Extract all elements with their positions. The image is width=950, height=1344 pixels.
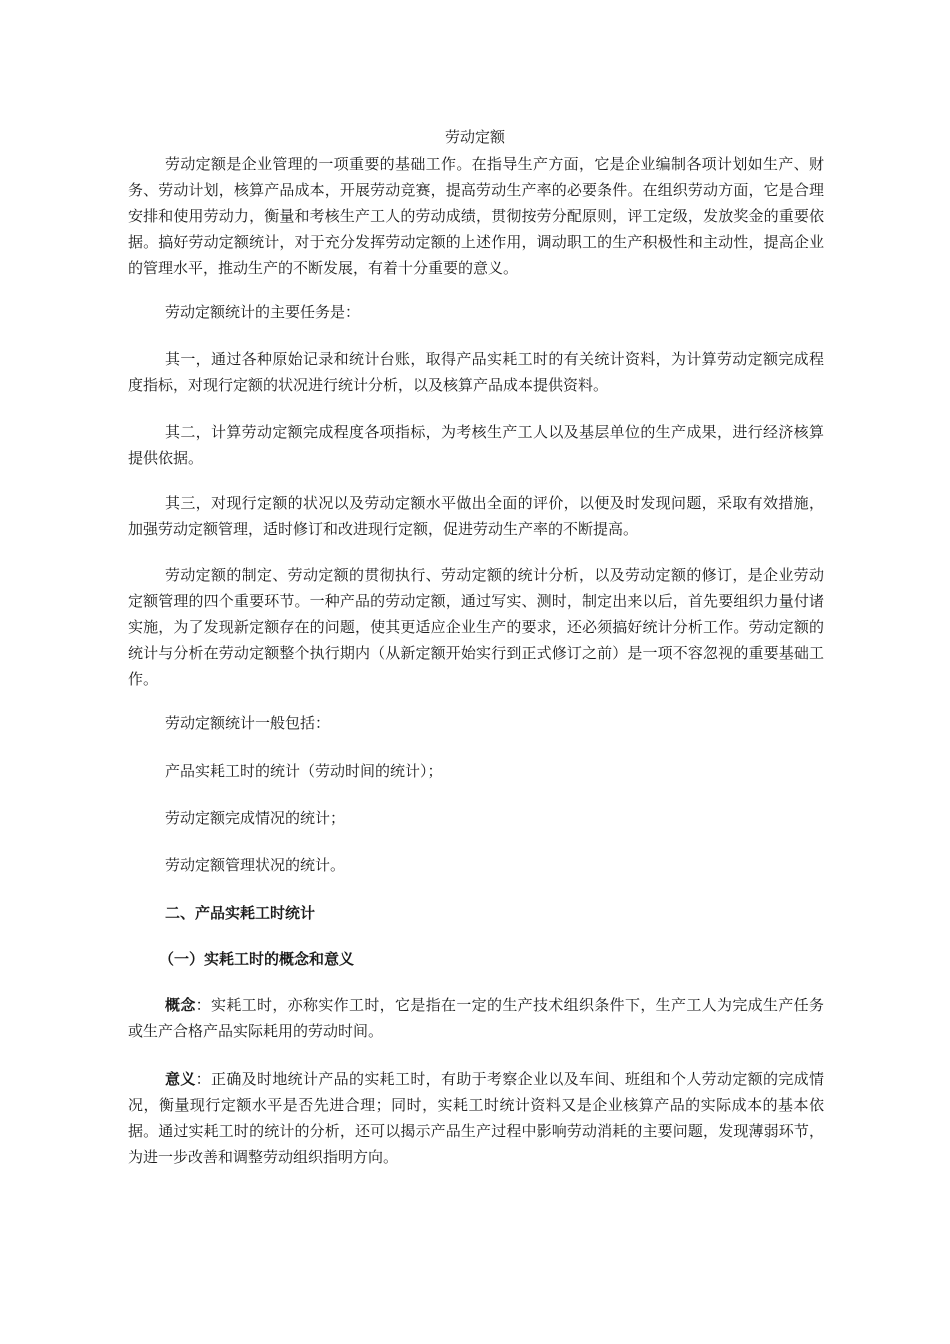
section-heading: 二、产品实耗工时统计 <box>165 904 316 922</box>
concept-paragraph <box>128 992 824 1044</box>
management-paragraph: 劳动定额的制定、劳动定额的贯彻执行、劳动定额的统计分析，以及劳动定额的修订，是企业劳动定额管理的四个重要环节。一种产品的劳动定额，通过写实、测时，制定出来以后，首先要组织力量付诸实施，为了发现新定额存在的问题，使其更适应企业生产的要求，还必须搞好统计分析工作。劳动定额的统计与分析在劳动定额整个执行期内（从新定额开始实行到正式修订之前）是一项不容忽视的重要基础工作。 <box>128 566 824 688</box>
list-item: 劳动定额管理状况的统计。 <box>165 856 346 874</box>
meaning-paragraph <box>128 1066 824 1170</box>
list-item: 劳动定额完成情况的统计； <box>165 809 346 827</box>
tasks-intro-paragraph: 劳动定额统计的主要任务是： <box>165 303 361 321</box>
document-title: 劳动定额 <box>444 128 505 146</box>
task-one-paragraph: 其一，通过各种原始记录和统计台账，取得产品实耗工时的有关统计资料，为计算劳动定额完成程度指标，对现行定额的状况进行统计分析，以及核算产品成本提供资料。 <box>128 350 824 394</box>
task-three-paragraph: 其三，对现行定额的状况以及劳动定额水平做出全面的评价，以便及时发现问题，采取有效措施，加强劳动定额管理，适时修订和改进现行定额，促进劳动生产率的不断提高。 <box>128 494 824 538</box>
meaning-text: ：正确及时地统计产品的实耗工时，有助于考察企业以及车间、班组和个人劳动定额的完成情况，衡量现行定额水平是否先进合理；同时，实耗工时统计资料又是企业核算产品的实际成本的基本依据。通过实耗工时的统计的分析，还可以揭示产品生产过程中影响劳动消耗的主要问题，发现薄弱环节，为进一步改善和调整劳动组织指明方向。 <box>128 1070 824 1166</box>
includes-intro-paragraph: 劳动定额统计一般包括： <box>165 714 331 732</box>
meaning-label: 意义 <box>165 1070 196 1088</box>
intro-paragraph: 劳动定额是企业管理的一项重要的基础工作。在指导生产方面，它是企业编制各项计划如生产、财务、劳动计划，核算产品成本，开展劳动竞赛，提高劳动生产率的必要条件。在组织劳动方面，它是合理安排和使用劳动力，衡量和考核生产工人的劳动成绩，贯彻按劳分配原则，评工定级，发放奖金的重要依据。搞好劳动定额统计，对于充分发挥劳动定额的上述作用，调动职工的生产积极性和主动性，提高企业的管理水平，推动生产的不断发展，有着十分重要的意义。 <box>128 155 824 277</box>
concept-text: ：实耗工时，亦称实作工时，它是指在一定的生产技术组织条件下，生产工人为完成生产任务或生产合格产品实际耗用的劳动时间。 <box>128 996 824 1040</box>
task-two-paragraph: 其二，计算劳动定额完成程度各项指标，为考核生产工人以及基层单位的生产成果，进行经济核算提供依据。 <box>128 423 824 467</box>
subsection-heading: （一）实耗工时的概念和意义 <box>159 950 355 968</box>
list-item: 产品实耗工时的统计（劳动时间的统计）； <box>165 762 443 780</box>
concept-label: 概念 <box>165 996 196 1014</box>
